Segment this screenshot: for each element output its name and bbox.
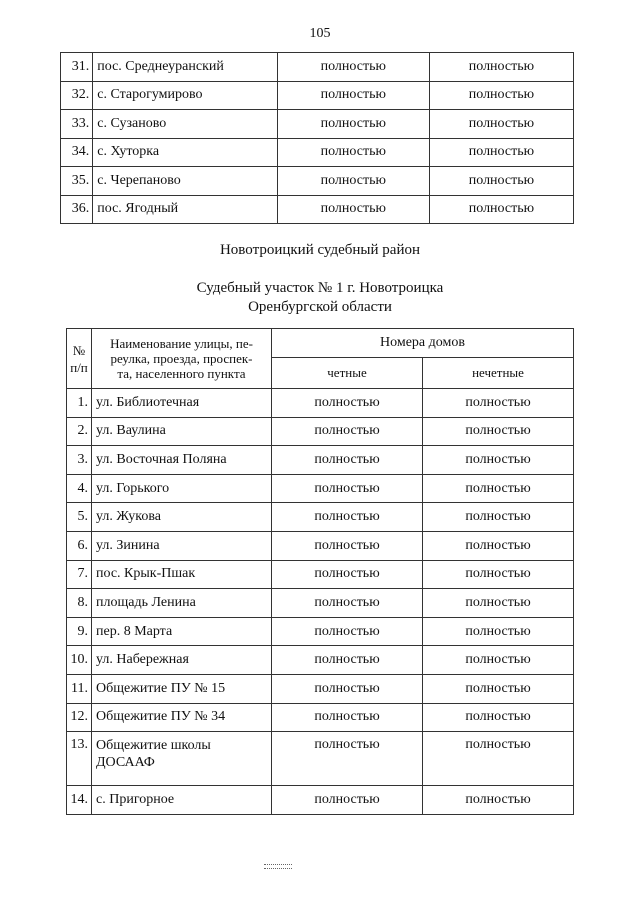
table-row [67,417,574,446]
odd-numbers: полностью [423,732,574,786]
column-header-number-line2: п/п [70,359,88,375]
table-row [67,732,574,786]
district-heading: Новотроицкий судебный район [219,242,421,258]
odd-numbers: полностью [423,417,574,446]
table-row [67,531,574,560]
even-numbers: полностью [277,195,429,224]
even-numbers: полностью [272,617,423,646]
street-name-line2: ДОСААФ [96,755,155,771]
odd-numbers: полностью [423,674,574,703]
odd-numbers: полностью [429,138,573,167]
settlement-name: пос. Ягодный [93,195,277,224]
table-row [61,138,574,167]
street-name: ул. Библиотечная [92,389,272,418]
street-name [92,732,272,786]
table-header-row [67,329,574,358]
even-numbers: полностью [272,503,423,532]
street-name: пос. Крык-Пшак [92,560,272,589]
even-numbers: полностью [277,110,429,139]
row-number: 7. [67,560,92,589]
odd-numbers: полностью [423,703,574,732]
column-header-name [92,329,272,389]
even-numbers: полностью [272,446,423,475]
odd-numbers: полностью [429,110,573,139]
table-row [67,674,574,703]
column-header-name-line2: реулка, проезда, проспек- [110,351,253,366]
odd-numbers: полностью [423,646,574,675]
odd-numbers: полностью [429,81,573,110]
row-number: 1. [67,389,92,418]
row-number: 14. [67,786,92,815]
even-numbers: полностью [277,167,429,196]
odd-numbers: полностью [423,786,574,815]
streets-table [66,328,574,815]
settlement-name: с. Старогумирово [93,81,277,110]
street-name: ул. Зинина [92,531,272,560]
odd-numbers: полностью [423,560,574,589]
row-number: 10. [67,646,92,675]
column-header-house-numbers: Номера домов [272,329,574,358]
row-number: 8. [67,589,92,618]
table-row [61,81,574,110]
table-row [67,589,574,618]
column-header-number-line1: № [72,342,86,358]
street-name: ул. Жукова [92,503,272,532]
table-row [67,446,574,475]
even-numbers: полностью [272,703,423,732]
even-numbers: полностью [277,138,429,167]
table-row [67,560,574,589]
even-numbers: полностью [272,646,423,675]
even-numbers: полностью [272,417,423,446]
odd-numbers: полностью [423,589,574,618]
even-numbers: полностью [272,389,423,418]
page-number: 105 [309,26,331,41]
row-number: 9. [67,617,92,646]
odd-numbers: полностью [429,195,573,224]
column-header-odd: нечетные [423,358,574,389]
settlement-name: с. Хуторка [93,138,277,167]
even-numbers: полностью [272,531,423,560]
row-number: 35. [61,167,93,196]
column-header-even: четные [272,358,423,389]
even-numbers: полностью [277,53,429,82]
even-numbers: полностью [272,560,423,589]
odd-numbers: полностью [423,617,574,646]
table-row [67,617,574,646]
row-number: 13. [67,732,92,786]
row-number: 11. [67,674,92,703]
street-name: с. Пригорное [92,786,272,815]
table-row [61,195,574,224]
even-numbers: полностью [272,589,423,618]
court-heading-line2: Оренбургской области [248,299,392,315]
column-header-name-line3: та, населенного пункта [117,366,246,381]
table-row [61,110,574,139]
even-numbers: полностью [272,732,423,786]
column-header-name-line1: Наименование улицы, пе- [110,336,253,351]
table-row [67,786,574,815]
odd-numbers: полностью [423,531,574,560]
table-row [67,646,574,675]
street-name: ул. Набережная [92,646,272,675]
odd-numbers: полностью [423,503,574,532]
settlement-name: с. Черепаново [93,167,277,196]
column-header-number [67,329,92,389]
row-number: 32. [61,81,93,110]
street-name: ул. Горького [92,474,272,503]
settlement-name: с. Сузаново [93,110,277,139]
table-row [67,503,574,532]
scan-artifact-mark [264,864,292,869]
street-name-line1: Общежитие школы [96,738,211,754]
odd-numbers: полностью [423,446,574,475]
row-number: 36. [61,195,93,224]
odd-numbers: полностью [429,167,573,196]
even-numbers: полностью [272,786,423,815]
even-numbers: полностью [272,474,423,503]
court-heading-line1: Судебный участок № 1 г. Новотроицка [196,280,444,296]
street-name: Общежитие ПУ № 34 [92,703,272,732]
row-number: 5. [67,503,92,532]
street-name: Общежитие ПУ № 15 [92,674,272,703]
row-number: 4. [67,474,92,503]
table-row [61,167,574,196]
row-number: 34. [61,138,93,167]
settlement-name: пос. Среднеуранский [93,53,277,82]
even-numbers: полностью [272,674,423,703]
row-number: 3. [67,446,92,475]
row-number: 33. [61,110,93,139]
odd-numbers: полностью [423,474,574,503]
street-name: площадь Ленина [92,589,272,618]
table-row [67,474,574,503]
street-name: пер. 8 Марта [92,617,272,646]
even-numbers: полностью [277,81,429,110]
table-row [61,53,574,82]
odd-numbers: полностью [423,389,574,418]
row-number: 6. [67,531,92,560]
row-number: 2. [67,417,92,446]
table-row [67,389,574,418]
street-name: ул. Восточная Поляна [92,446,272,475]
odd-numbers: полностью [429,53,573,82]
street-name: ул. Ваулина [92,417,272,446]
table-row [67,703,574,732]
settlements-table-continued [60,52,574,224]
row-number: 12. [67,703,92,732]
row-number: 31. [61,53,93,82]
